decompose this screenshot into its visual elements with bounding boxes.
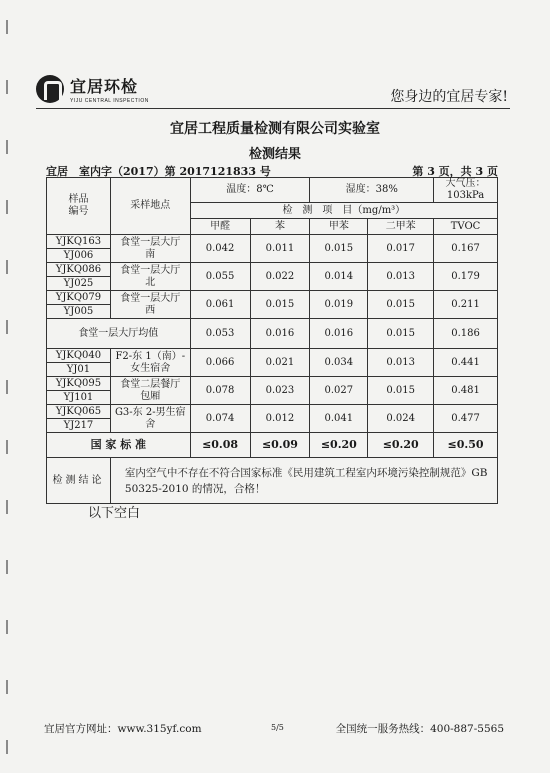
column-header: 甲醛 <box>190 219 250 235</box>
table-row <box>47 349 498 363</box>
table-row <box>47 235 498 249</box>
value-cell: 0.013 <box>368 349 434 377</box>
value-cell: 0.061 <box>190 291 250 319</box>
company-logo <box>36 74 149 104</box>
value-cell: 0.023 <box>250 377 310 405</box>
value-cell: 0.042 <box>190 235 250 263</box>
standard-value: ≤0.20 <box>310 433 368 458</box>
header-divider <box>36 108 510 109</box>
sample-id: YJ217 <box>47 419 111 433</box>
items-header: 检 测 项 目（mg/m³） <box>190 203 497 219</box>
value-cell: 0.017 <box>368 235 434 263</box>
footer-website: 宜居官方网址：www.315yf.com <box>44 723 202 735</box>
value-cell: 0.066 <box>190 349 250 377</box>
sample-id: YJ101 <box>47 391 111 405</box>
sample-id: YJKQ163 <box>47 235 111 249</box>
location: G3-东 2-男生宿 舍 <box>110 405 190 433</box>
value-cell: 0.441 <box>434 349 498 377</box>
value-cell: 0.012 <box>250 405 310 433</box>
footer-hotline: 全国统一服务热线：400-887-5565 <box>335 723 504 735</box>
value-cell: 0.477 <box>434 405 498 433</box>
location: F2-东 1（南）- 女生宿舍 <box>110 349 190 377</box>
value-cell: 0.015 <box>368 377 434 405</box>
sample-id: YJ005 <box>47 305 111 319</box>
pressure: 大气压：103kPa <box>434 178 498 203</box>
value-cell: 0.015 <box>368 291 434 319</box>
value-cell: 0.078 <box>190 377 250 405</box>
slogan: 您身边的宜居专家! <box>390 89 508 105</box>
sample-id: YJ006 <box>47 249 111 263</box>
location: 食堂一层大厅 西 <box>110 291 190 319</box>
value-cell: 0.013 <box>368 263 434 291</box>
section-title: 检测结果 <box>248 147 301 162</box>
sample-id: YJKQ086 <box>47 263 111 277</box>
value-cell: 0.074 <box>190 405 250 433</box>
footer-page: 5/5 <box>271 723 284 732</box>
value-cell: 0.019 <box>310 291 368 319</box>
temperature: 温度：8℃ <box>190 178 310 203</box>
sample-id: YJKQ095 <box>47 377 111 391</box>
value-cell: 0.022 <box>250 263 310 291</box>
table-row <box>47 291 498 305</box>
sample-id: YJKQ040 <box>47 349 111 363</box>
column-header: 苯 <box>250 219 310 235</box>
value-cell: 0.053 <box>190 319 250 349</box>
standard-label: 国 家 标 准 <box>47 433 191 458</box>
logo-subtitle: YIJU CENTRAL INSPECTION <box>70 98 149 104</box>
conclusion-text: 室内空气中不存在不符合国家标准《民用建筑工程室内环境污染控制规范》GB 50325-2010 的情况，合格！ <box>110 458 497 504</box>
value-cell: 0.015 <box>368 319 434 349</box>
page-number: 第 3 页，共 3 页 <box>412 165 498 178</box>
value-cell: 0.015 <box>250 291 310 319</box>
column-header: 二甲苯 <box>368 219 434 235</box>
table-row <box>47 405 498 419</box>
conclusion-label: 检测结论 <box>47 458 111 504</box>
value-cell: 0.024 <box>368 405 434 433</box>
value-cell: 0.011 <box>250 235 310 263</box>
standard-value: ≤0.50 <box>434 433 498 458</box>
value-cell: 0.179 <box>434 263 498 291</box>
sample-id-header: 样品 编号 <box>47 178 111 235</box>
value-cell: 0.041 <box>310 405 368 433</box>
value-cell: 0.014 <box>310 263 368 291</box>
value-cell: 0.015 <box>310 235 368 263</box>
location: 食堂一层大厅 北 <box>110 263 190 291</box>
results-table <box>46 177 498 504</box>
blank-below-note: 以下空白 <box>88 506 141 521</box>
conclusion-row <box>47 458 498 504</box>
sample-id: YJKQ079 <box>47 291 111 305</box>
column-header: 甲苯 <box>310 219 368 235</box>
sample-id: YJKQ065 <box>47 405 111 419</box>
sample-id: YJ01 <box>47 363 111 377</box>
column-header: TVOC <box>434 219 498 235</box>
lab-title: 宜居工程质量检测有限公司实验室 <box>170 121 380 137</box>
standard-row <box>47 433 498 458</box>
table-row <box>47 377 498 391</box>
humidity: 湿度：38% <box>310 178 434 203</box>
value-cell: 0.186 <box>434 319 498 349</box>
sample-id: YJ025 <box>47 277 111 291</box>
value-cell: 0.016 <box>310 319 368 349</box>
logo-name: 宜居环检 <box>70 79 139 96</box>
document-number: 宜居 室内字（2017）第 2017121833 号 <box>46 165 271 178</box>
table-row <box>47 263 498 277</box>
location-header: 采样地点 <box>110 178 190 235</box>
average-row <box>47 319 498 349</box>
location: 食堂二层餐厅 包厢 <box>110 377 190 405</box>
value-cell: 0.027 <box>310 377 368 405</box>
standard-value: ≤0.08 <box>190 433 250 458</box>
value-cell: 0.034 <box>310 349 368 377</box>
standard-value: ≤0.09 <box>250 433 310 458</box>
location: 食堂一层大厅 南 <box>110 235 190 263</box>
value-cell: 0.167 <box>434 235 498 263</box>
value-cell: 0.211 <box>434 291 498 319</box>
value-cell: 0.021 <box>250 349 310 377</box>
logo-icon <box>36 75 64 103</box>
standard-value: ≤0.20 <box>368 433 434 458</box>
value-cell: 0.016 <box>250 319 310 349</box>
value-cell: 0.055 <box>190 263 250 291</box>
average-label: 食堂一层大厅均值 <box>47 319 191 349</box>
value-cell: 0.481 <box>434 377 498 405</box>
binding-marks <box>6 0 9 773</box>
